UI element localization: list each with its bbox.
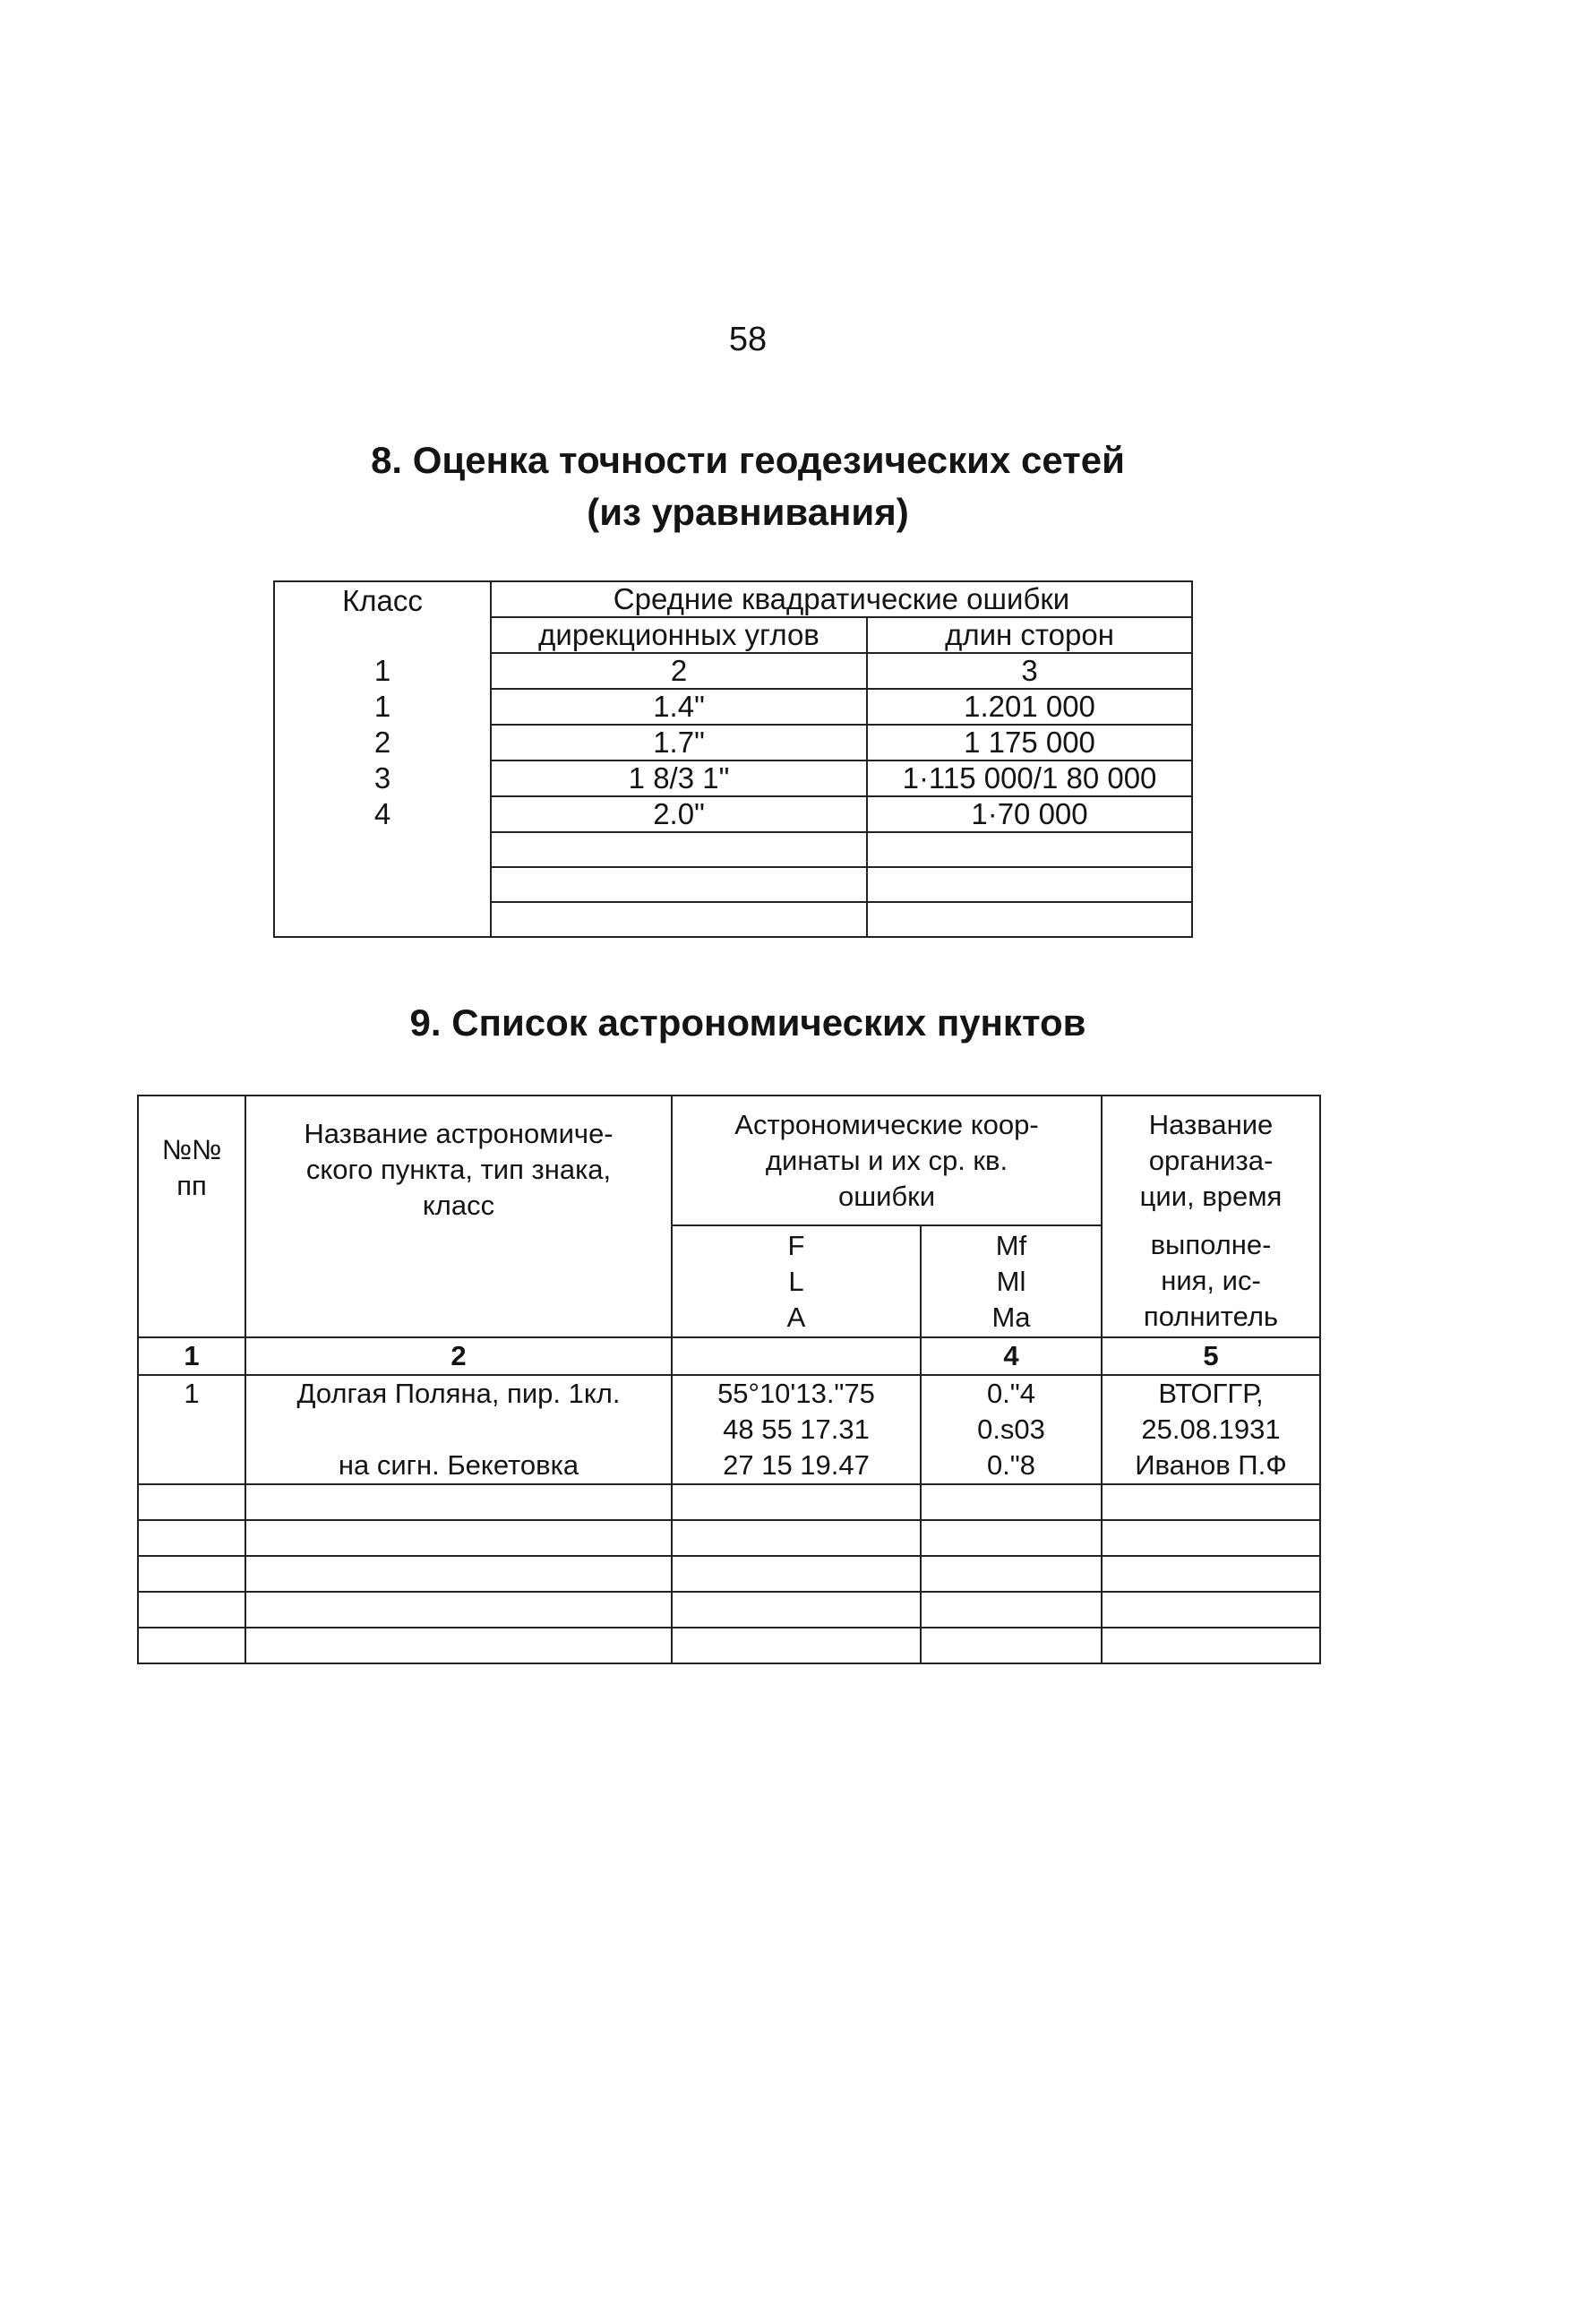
class-cell: 4 bbox=[274, 796, 491, 832]
angle-error-cell: 1.7" bbox=[491, 725, 867, 760]
accuracy-table bbox=[273, 580, 1193, 938]
header-organization-bottom: выполне- ния, ис- полнитель bbox=[1102, 1225, 1320, 1337]
header-mean-errors: Средние квадратические ошибки bbox=[491, 581, 1192, 617]
section-8-subtitle: (из уравнивания) bbox=[587, 491, 909, 533]
empty-row bbox=[274, 867, 1192, 902]
class-cell: 3 bbox=[274, 760, 491, 796]
header-number: №№ пп bbox=[138, 1096, 245, 1337]
organization-cell: ВТОГГР, 25.08.1931 Иванов П.Ф bbox=[1102, 1375, 1320, 1484]
point-name bbox=[245, 1375, 672, 1484]
table-row bbox=[274, 796, 1192, 832]
column-number: 1 bbox=[138, 1337, 245, 1375]
coordinates-cell: 55°10'13."75 48 55 17.31 27 15 19.47 bbox=[672, 1375, 921, 1484]
class-cell: 1 bbox=[274, 689, 491, 725]
angle-error-cell: 1.4" bbox=[491, 689, 867, 725]
header-organization-top: Название организа- ции, время bbox=[1102, 1096, 1320, 1225]
length-error-cell: 1 175 000 bbox=[867, 725, 1192, 760]
errors-cell: 0."4 0.s03 0."8 bbox=[921, 1375, 1102, 1484]
table-row bbox=[274, 725, 1192, 760]
header-side-lengths: длин сторон bbox=[867, 617, 1192, 653]
column-number bbox=[672, 1337, 921, 1375]
empty-row bbox=[274, 832, 1192, 867]
empty-row bbox=[138, 1592, 1320, 1628]
empty-row bbox=[138, 1556, 1320, 1592]
astronomical-points-table bbox=[137, 1095, 1321, 1664]
empty-row bbox=[138, 1520, 1320, 1556]
table-row bbox=[138, 1375, 1320, 1484]
column-number: 4 bbox=[921, 1337, 1102, 1375]
section-9-title: 9. Список астрономических пунктов bbox=[409, 1001, 1086, 1044]
length-error-cell: 1·115 000/1 80 000 bbox=[867, 760, 1192, 796]
header-point-name: Название астрономиче- ского пункта, тип знака, класс bbox=[245, 1096, 672, 1337]
table-row bbox=[274, 760, 1192, 796]
header-directional-angles: дирекционных углов bbox=[491, 617, 867, 653]
section-8-title: 8. Оценка точности геодезических сетей bbox=[371, 439, 1125, 481]
length-error-cell: 1.201 000 bbox=[867, 689, 1192, 725]
empty-row bbox=[138, 1628, 1320, 1663]
header-class: Класс bbox=[274, 581, 491, 653]
row-number: 1 bbox=[138, 1375, 245, 1484]
subheader-errors: Mf Ml Ma bbox=[921, 1225, 1102, 1337]
column-number: 1 bbox=[274, 653, 491, 689]
length-error-cell: 1·70 000 bbox=[867, 796, 1192, 832]
point-name-line1: Долгая Поляна, пир. 1кл. bbox=[296, 1378, 621, 1409]
page-number: 58 bbox=[728, 321, 768, 358]
angle-error-cell: 2.0" bbox=[491, 796, 867, 832]
angle-error-cell: 1 8/3 1" bbox=[491, 760, 867, 796]
point-name-line2: на сигн. Бекетовка bbox=[338, 1449, 579, 1481]
empty-row bbox=[138, 1484, 1320, 1520]
empty-row bbox=[274, 902, 1192, 937]
column-number: 3 bbox=[867, 653, 1192, 689]
class-cell: 2 bbox=[274, 725, 491, 760]
column-number: 2 bbox=[491, 653, 867, 689]
column-number: 5 bbox=[1102, 1337, 1320, 1375]
header-coordinates: Астрономические коор- динаты и их ср. кв. ошибки bbox=[672, 1096, 1102, 1225]
subheader-coordinates: F L A bbox=[672, 1225, 921, 1337]
table-row bbox=[274, 689, 1192, 725]
column-number: 2 bbox=[245, 1337, 672, 1375]
